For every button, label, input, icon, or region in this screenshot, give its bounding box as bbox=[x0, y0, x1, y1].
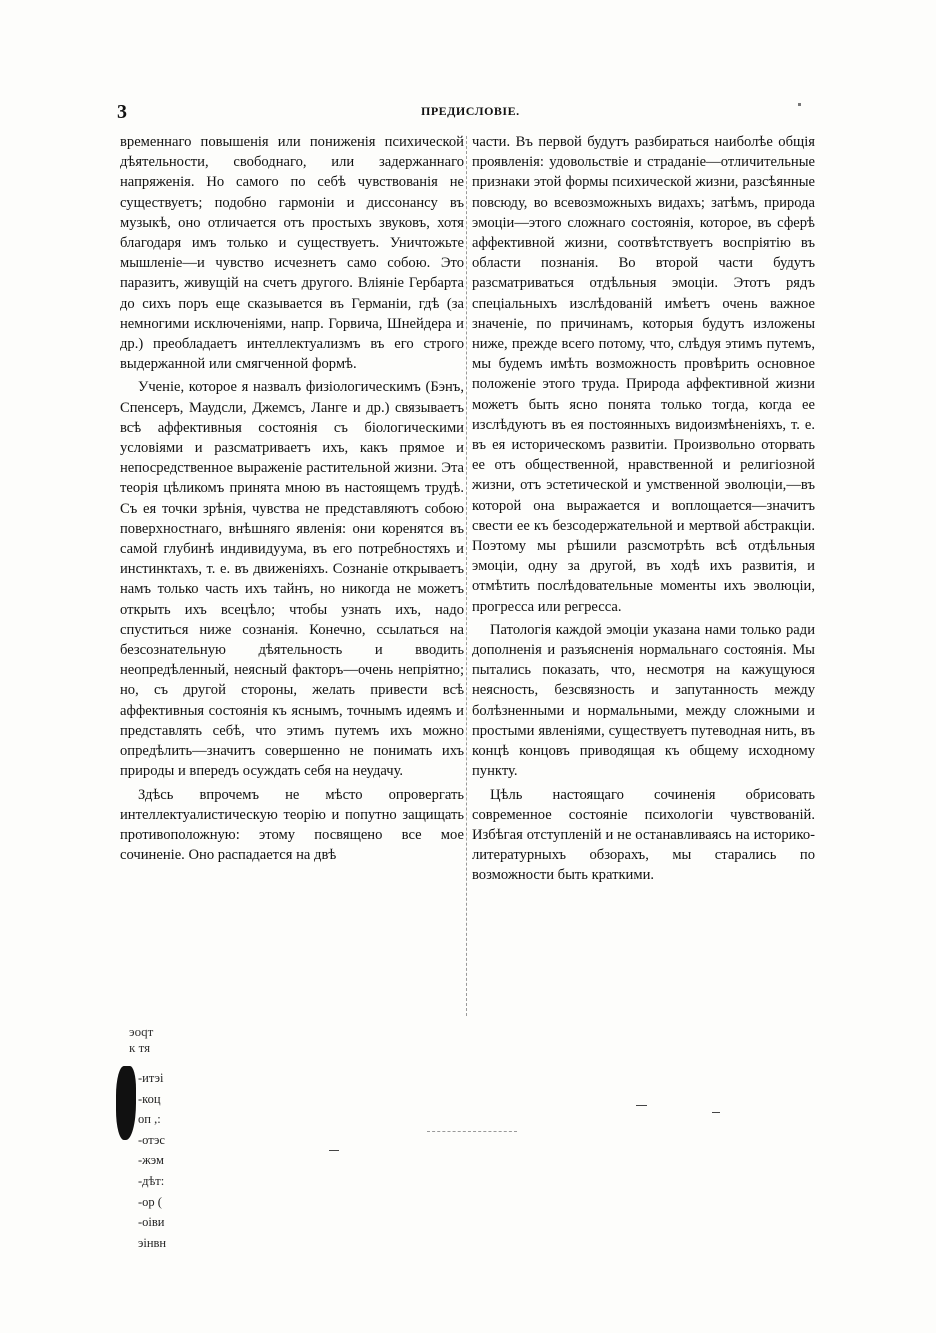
margin-fragments-upper bbox=[129, 1024, 153, 1056]
margin-fragment: -отэс bbox=[138, 1132, 165, 1147]
page-number: 3 bbox=[117, 101, 127, 123]
margin-fragment: -итэі bbox=[138, 1071, 164, 1085]
right-column bbox=[472, 132, 815, 886]
corner-speck bbox=[798, 103, 801, 106]
margin-fragment: к тя bbox=[129, 1040, 151, 1055]
left-paragraph-1: временнаго повышенія или пониженія психической дѣятельности, свободнаго, или задержаннаго напряженія. Но самого по себѣ чувствованія не существуетъ; подобно гармоніи и диссонансу въ музыкѣ, оно отличается отъ простыхъ звуковъ, хотя благодаря имъ только и существуетъ. Уничтожьте мышленіе—и чувство исчезнетъ само собою. Это паразитъ, живущій на счетъ другого. Вліяніе Гербарта до сихъ поръ еще сказывается въ Германіи, гдѣ (за немногими исключеніями, напр. Горвича, Шнейдера и др.) преобладаетъ интеллектуализмъ въ его строго выдержанной или смягченной формѣ. bbox=[120, 134, 464, 373]
dash-mark bbox=[329, 1150, 339, 1151]
margin-fragment: -жэм bbox=[138, 1153, 164, 1168]
margin-fragment: -дѣт: bbox=[138, 1173, 165, 1188]
right-paragraph-2: Патологія каждой эмоціи указана нами только ради дополненія и разъясненія нормальнаго состоянія. Мы пытались показать, что, несмотря на кажущуюся неясность, безсвязность и запутанность между болѣзненными и нормальными, между сложными и простыми явленіями, существуетъ путеводная нить, въ концѣ концовъ приводящая къ общему исходному пункту. bbox=[472, 621, 815, 780]
left-paragraph-3: Здѣсь впрочемъ не мѣсто опровергать интеллектуалистическую теорію и попутно защищать противоположную: этому посвящено все мое сочиненіе. Оно распадается на двѣ bbox=[120, 786, 464, 864]
margin-fragment: -ор ( bbox=[138, 1194, 162, 1209]
dash-mark bbox=[636, 1105, 647, 1106]
left-column bbox=[120, 132, 464, 865]
ink-blot bbox=[116, 1066, 136, 1140]
bottom-rule bbox=[427, 1131, 517, 1132]
margin-fragment: оп ,: bbox=[138, 1112, 161, 1127]
margin-fragments-lower bbox=[138, 1068, 166, 1253]
margin-fragment: -оіви bbox=[138, 1215, 165, 1230]
running-title: ПРЕДИСЛОВІЕ. bbox=[421, 104, 520, 118]
margin-fragment: эоqт bbox=[129, 1024, 154, 1039]
margin-fragment: эінвн bbox=[138, 1235, 167, 1250]
gutter-rule bbox=[466, 136, 467, 1016]
right-paragraph-3: Цѣль настоящаго сочиненія обрисовать современное состояніе психологіи чувствованій. Избѣгая отступленій и не останавливаясь на историко-литературныхъ обзорахъ, мы старались по возможности быть краткими. bbox=[472, 786, 815, 884]
dash-mark bbox=[712, 1112, 720, 1113]
right-paragraph-1: части. Въ первой будутъ разбираться наиболѣе общія проявленія: удовольствіе и страданіе—отличительные признаки этой формы психической жизни, разсѣянные повсюду, во всевозможныхъ видахъ; затѣмъ, природа эмоціи—этого сложнаго состоянія, которое, въ сферѣ аффективной жизни, соотвѣтствуетъ воспріятію въ области познанія. Во второй части будутъ разсматриваться отдѣльныя эмоціи. Этотъ рядъ спеціальныхъ изслѣдованій имѣетъ очень важное значеніе, по причинамъ, которыя будутъ изложены ниже, прежде всего потому, что, слѣдуя этимъ путемъ, мы будемъ имѣть возможность провѣрить основное положеніе этого труда. Природа аффективной жизни можетъ быть ясно понята только тогда, когда ее изслѣдуютъ въ ея постоянныхъ видоизмѣненіяхъ, т. е. въ ея историческомъ развитіи. Произвольно оторвать ее отъ общественной, нравственной и религіозной жизни, отъ эстетической и умственной эволюціи,—въ которой она выражается и воплощается—значитъ свести ее къ безсодержательной и мертвой абстракціи. Поэтому мы рѣшили разсмотрѣть всѣ отдѣльныя эмоціи, одну за другой, въ ходѣ ихъ развитія, и отмѣтить послѣдовательные моменты ихъ эволюціи, прогресса или регресса. bbox=[472, 134, 815, 615]
margin-fragment: -коц bbox=[138, 1091, 161, 1106]
left-paragraph-2: Ученіе, которое я назвалъ физіологическимъ (Бэнъ, Спенсеръ, Маудсли, Джемсъ, Ланге и др.) связываетъ всѣ аффективныя состоянія съ біологическими условіями и разсматриваетъ ихъ, какъ прямое и непосредственное выраженіе растительной жизни. Эта теорія цѣликомъ принята мною въ настоящемъ трудѣ. Съ ея точки зрѣнія, чувства не представляютъ собою поверхностнаго, внѣшняго явленія: они коренятся въ самой глубинѣ индивидуума, въ его потребностяхъ и инстинктахъ, т. е. въ движеніяхъ. Сознаніе открываетъ намъ только часть ихъ тайнъ, но никогда не можетъ открыть ихъ всецѣло; чтобы узнать ихъ, надо спуститься ниже сознанія. Конечно, ссылаться на безсознательную дѣятельность и вводить неопредѣленный, неясный факторъ—очень непріятно; но, съ другой стороны, желать привести всѣ аффективныя состоянія къ яснымъ, точнымъ идеямъ и представлять себѣ, что этимъ путемъ ихъ можно опредѣлить—значитъ совершенно не понимать ихъ природы и впередъ осуждать себя на неудачу. bbox=[120, 379, 464, 780]
